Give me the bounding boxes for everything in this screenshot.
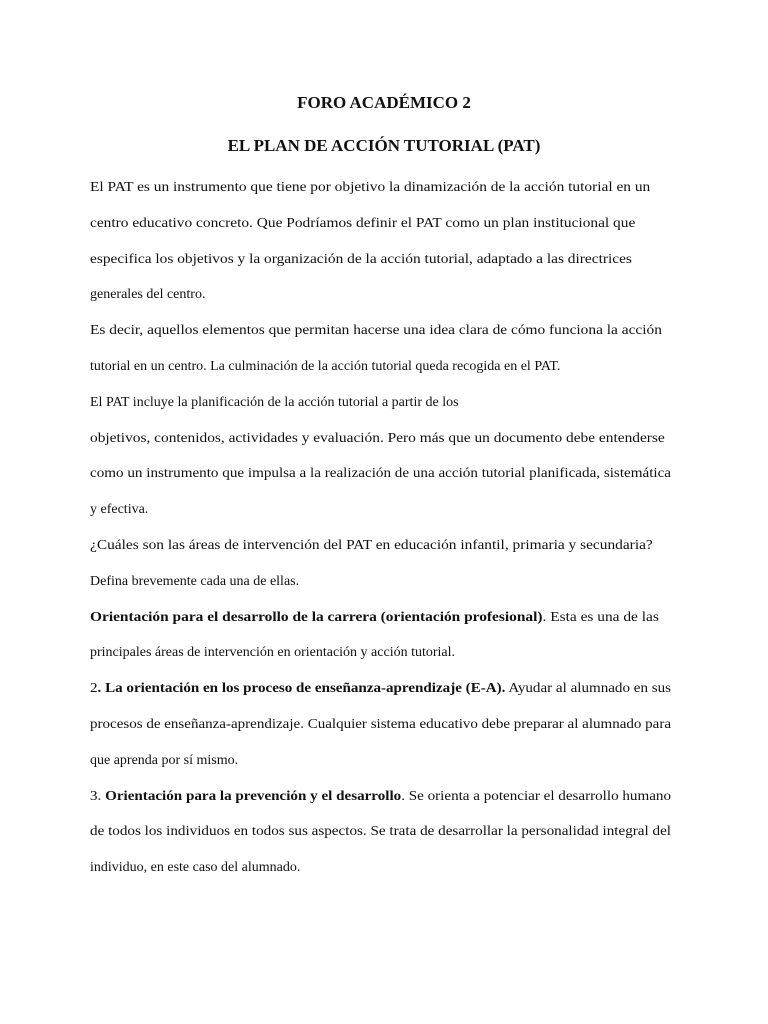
text-line <box>90 671 725 707</box>
text-run: especifica los objetivos y la organización de la acción tutorial, adaptado a las directrices <box>90 251 632 267</box>
text-run: Ayudar al alumnado en sus <box>505 681 672 697</box>
text-line <box>90 600 739 636</box>
text-run: procesos de enseñanza-aprendizaje. Cualquier sistema educativo debe preparar al alumnado para <box>90 716 671 732</box>
document-subtitle: EL PLAN DE ACCIÓN TUTORIAL (PAT) <box>227 136 541 155</box>
text-run: . Se orienta a potenciar el desarrollo humano <box>401 788 671 804</box>
text-line <box>90 707 723 743</box>
text-run: ¿Cuáles son las áreas de intervención del PAT en educación infantil, primaria y secundaria? <box>90 537 653 553</box>
text-run: de todos los individuos en todos sus aspectos. Se trata de desarrollar la personalidad integral del <box>90 824 672 840</box>
text-line <box>90 492 680 528</box>
text-line <box>90 743 680 779</box>
text-line <box>90 385 680 421</box>
text-run: objetivos, contenidos, actividades y evaluación. Pero más que un documento debe entenderse <box>90 430 665 446</box>
text-line <box>90 242 739 278</box>
text-run: que aprenda por sí mismo. <box>90 752 239 768</box>
text-run: tutorial en un centro. La culminación de la acción tutorial queda recogida en el PAT. <box>90 358 561 374</box>
text-line <box>90 456 727 492</box>
text-line <box>90 313 739 349</box>
text-line <box>90 206 739 242</box>
text-line <box>90 779 726 815</box>
text-run: 3. <box>90 788 106 804</box>
text-run: y efectiva. <box>90 502 149 518</box>
text-line <box>90 850 680 886</box>
text-line <box>90 170 739 206</box>
bold-text: Orientación para la prevención y el desarrollo <box>105 788 402 804</box>
text-run: 2 <box>90 681 98 697</box>
text-run: Defina brevemente cada una de ellas. <box>90 573 300 589</box>
text-line <box>90 564 680 600</box>
text-run: El PAT incluye la planificación de la acción tutorial a partir de los <box>90 394 459 410</box>
text-run: . Esta es una de las <box>542 609 659 625</box>
text-run: como un instrumento que impulsa a la realización de una acción tutorial planificada, sistemática <box>90 466 672 482</box>
document-title: FORO ACADÉMICO 2 <box>297 93 471 112</box>
text-line <box>90 349 680 385</box>
text-line <box>90 635 680 671</box>
bold-text: Orientación para el desarrollo de la carrera (orientación profesional) <box>90 609 543 625</box>
text-line <box>90 814 728 850</box>
text-run: principales áreas de intervención en orientación y acción tutorial. <box>90 645 456 661</box>
text-run: individuo, en este caso del alumnado. <box>90 860 301 876</box>
text-line <box>90 421 739 457</box>
text-line <box>90 528 739 564</box>
text-run: El PAT es un instrumento que tiene por objetivo la dinamización de la acción tutorial en un <box>90 180 651 195</box>
text-run: centro educativo concreto. Que Podríamos definir el PAT como un plan institucional que <box>90 215 636 231</box>
text-run: generales del centro. <box>90 287 206 303</box>
text-line <box>90 277 680 313</box>
bold-text: . La orientación en los proceso de enseñanza-aprendizaje (E-A). <box>97 681 506 697</box>
text-run: Es decir, aquellos elementos que permitan hacerse una idea clara de cómo funciona la acción <box>90 323 662 339</box>
body-text <box>90 170 680 886</box>
